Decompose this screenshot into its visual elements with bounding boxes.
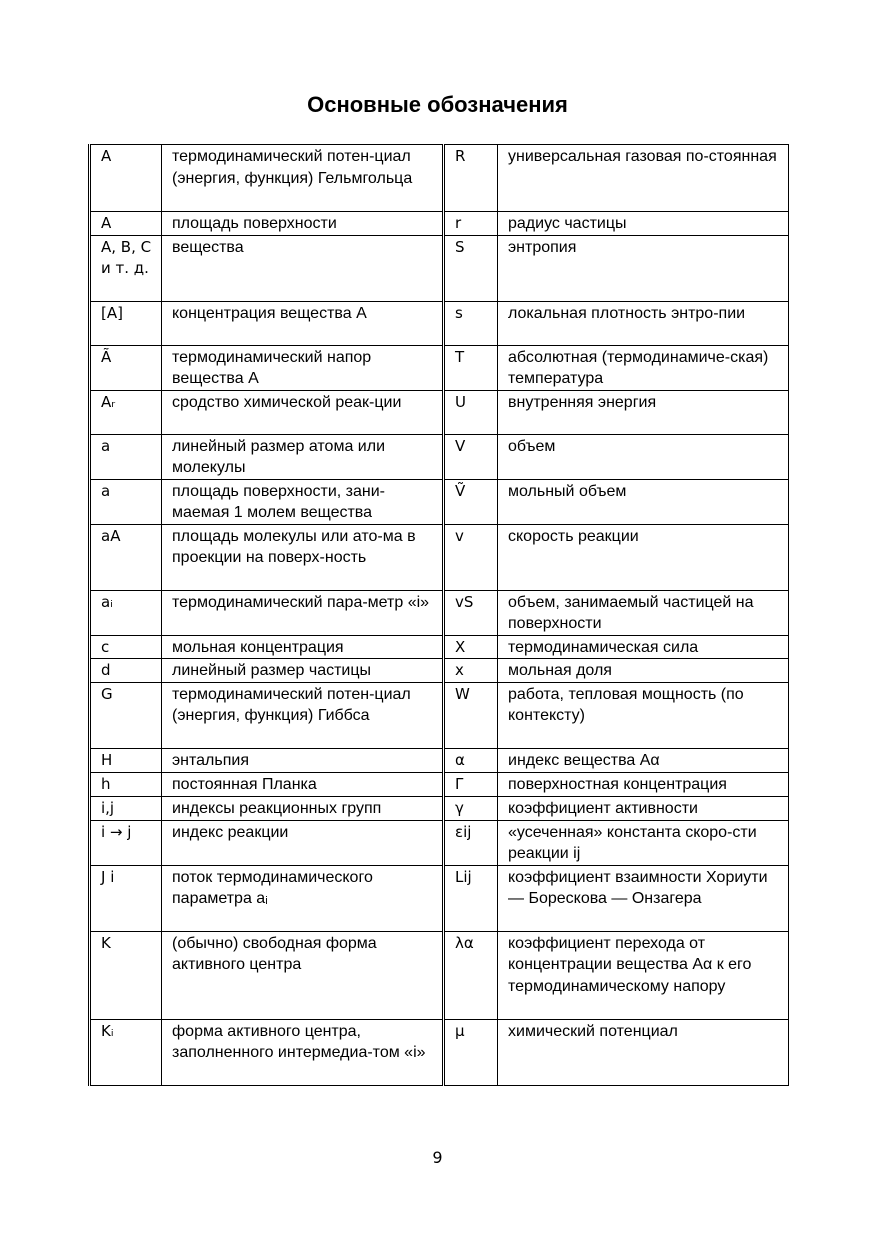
table-row — [90, 590, 789, 635]
table-row — [90, 820, 789, 865]
symbol-cell: H — [90, 748, 162, 772]
symbol-cell: i → j — [90, 820, 162, 865]
description-cell: энтальпия — [162, 748, 444, 772]
description-cell: радиус частицы — [498, 212, 789, 236]
symbol-cell: v — [444, 524, 498, 590]
table-row — [90, 1019, 789, 1085]
symbol-cell: h — [90, 772, 162, 796]
symbol-cell: i,j — [90, 796, 162, 820]
table-row — [90, 235, 789, 301]
symbol-cell: x — [444, 659, 498, 683]
description-cell: концентрация вещества A — [162, 301, 444, 345]
symbol-cell: K — [90, 931, 162, 1019]
symbol-cell: Ṽ — [444, 479, 498, 524]
description-cell: мольная концентрация — [162, 635, 444, 659]
description-cell: индекс вещества Aα — [498, 748, 789, 772]
table-row — [90, 390, 789, 434]
symbol-cell: G — [90, 682, 162, 748]
description-cell: химический потенциал — [498, 1019, 789, 1085]
description-cell: (обычно) свободная форма активного центра — [162, 931, 444, 1019]
page-title: Основные обозначения — [307, 92, 568, 117]
symbol-cell: r — [444, 212, 498, 236]
table-row — [90, 931, 789, 1019]
description-cell: сродство химической реак-ции — [162, 390, 444, 434]
table-row — [90, 682, 789, 748]
symbol-cell: A, B, C и т. д. — [90, 235, 162, 301]
symbol-cell: Aᵣ — [90, 390, 162, 434]
table-row — [90, 635, 789, 659]
description-cell: мольный объем — [498, 479, 789, 524]
symbol-cell: α — [444, 748, 498, 772]
symbol-cell: R — [444, 145, 498, 212]
description-cell: коэффициент активности — [498, 796, 789, 820]
description-cell: постоянная Планка — [162, 772, 444, 796]
symbol-cell: aA — [90, 524, 162, 590]
symbol-cell: γ — [444, 796, 498, 820]
symbol-cell: Γ — [444, 772, 498, 796]
description-cell: энтропия — [498, 235, 789, 301]
description-cell: универсальная газовая по-стоянная — [498, 145, 789, 212]
symbol-cell: c — [90, 635, 162, 659]
table-row — [90, 301, 789, 345]
notation-table-body — [90, 145, 789, 1086]
table-row — [90, 479, 789, 524]
description-cell: термодинамический потен-циал (энергия, функция) Гиббса — [162, 682, 444, 748]
symbol-cell: s — [444, 301, 498, 345]
description-cell: локальная плотность энтро-пии — [498, 301, 789, 345]
description-cell: индекс реакции — [162, 820, 444, 865]
description-cell: внутренняя энергия — [498, 390, 789, 434]
description-cell: поверхностная концентрация — [498, 772, 789, 796]
table-row — [90, 796, 789, 820]
description-cell: форма активного центра, заполненного интермедиа-том «i» — [162, 1019, 444, 1085]
description-cell: линейный размер частицы — [162, 659, 444, 683]
symbol-cell: λα — [444, 931, 498, 1019]
symbol-cell: a — [90, 434, 162, 479]
description-cell: мольная доля — [498, 659, 789, 683]
symbol-cell: μ — [444, 1019, 498, 1085]
page-number: 9 — [432, 1148, 443, 1167]
table-row — [90, 772, 789, 796]
table-row — [90, 345, 789, 390]
description-cell: термодинамический потен-циал (энергия, функция) Гельмгольца — [162, 145, 444, 212]
symbol-cell: vS — [444, 590, 498, 635]
description-cell: площадь поверхности — [162, 212, 444, 236]
symbol-cell: Lij — [444, 865, 498, 931]
description-cell: скорость реакции — [498, 524, 789, 590]
description-cell: термодинамическая сила — [498, 635, 789, 659]
symbol-cell: d — [90, 659, 162, 683]
notation-table — [88, 144, 789, 1086]
symbol-cell: T — [444, 345, 498, 390]
symbol-cell: U — [444, 390, 498, 434]
table-row — [90, 212, 789, 236]
symbol-cell: J i — [90, 865, 162, 931]
symbol-cell: X — [444, 635, 498, 659]
symbol-cell: [A] — [90, 301, 162, 345]
symbol-cell: Kᵢ — [90, 1019, 162, 1085]
description-cell: работа, тепловая мощность (по контексту) — [498, 682, 789, 748]
table-row — [90, 865, 789, 931]
description-cell: коэффициент взаимности Хориути — Борескова — Онзагера — [498, 865, 789, 931]
description-cell: «усеченная» константа скоро-сти реакции ij — [498, 820, 789, 865]
table-row — [90, 659, 789, 683]
symbol-cell: Ã — [90, 345, 162, 390]
description-cell: термодинамический напор вещества A — [162, 345, 444, 390]
description-cell: коэффициент перехода от концентрации вещества Aα к его термодинамическому напору — [498, 931, 789, 1019]
symbol-cell: εij — [444, 820, 498, 865]
table-row — [90, 434, 789, 479]
symbol-cell: A — [90, 145, 162, 212]
table-row — [90, 748, 789, 772]
table-row — [90, 145, 789, 212]
description-cell: площадь молекулы или ато-ма в проекции на поверх-ность — [162, 524, 444, 590]
description-cell: абсолютная (термодинамиче-ская) температура — [498, 345, 789, 390]
symbol-cell: a — [90, 479, 162, 524]
description-cell: индексы реакционных групп — [162, 796, 444, 820]
symbol-cell: aᵢ — [90, 590, 162, 635]
description-cell: площадь поверхности, зани-маемая 1 молем вещества — [162, 479, 444, 524]
description-cell: линейный размер атома или молекулы — [162, 434, 444, 479]
symbol-cell: S — [444, 235, 498, 301]
description-cell: поток термодинамического параметра aᵢ — [162, 865, 444, 931]
table-row — [90, 524, 789, 590]
description-cell: объем — [498, 434, 789, 479]
description-cell: вещества — [162, 235, 444, 301]
description-cell: термодинамический пара-метр «i» — [162, 590, 444, 635]
symbol-cell: A — [90, 212, 162, 236]
description-cell: объем, занимаемый частицей на поверхности — [498, 590, 789, 635]
symbol-cell: W — [444, 682, 498, 748]
symbol-cell: V — [444, 434, 498, 479]
